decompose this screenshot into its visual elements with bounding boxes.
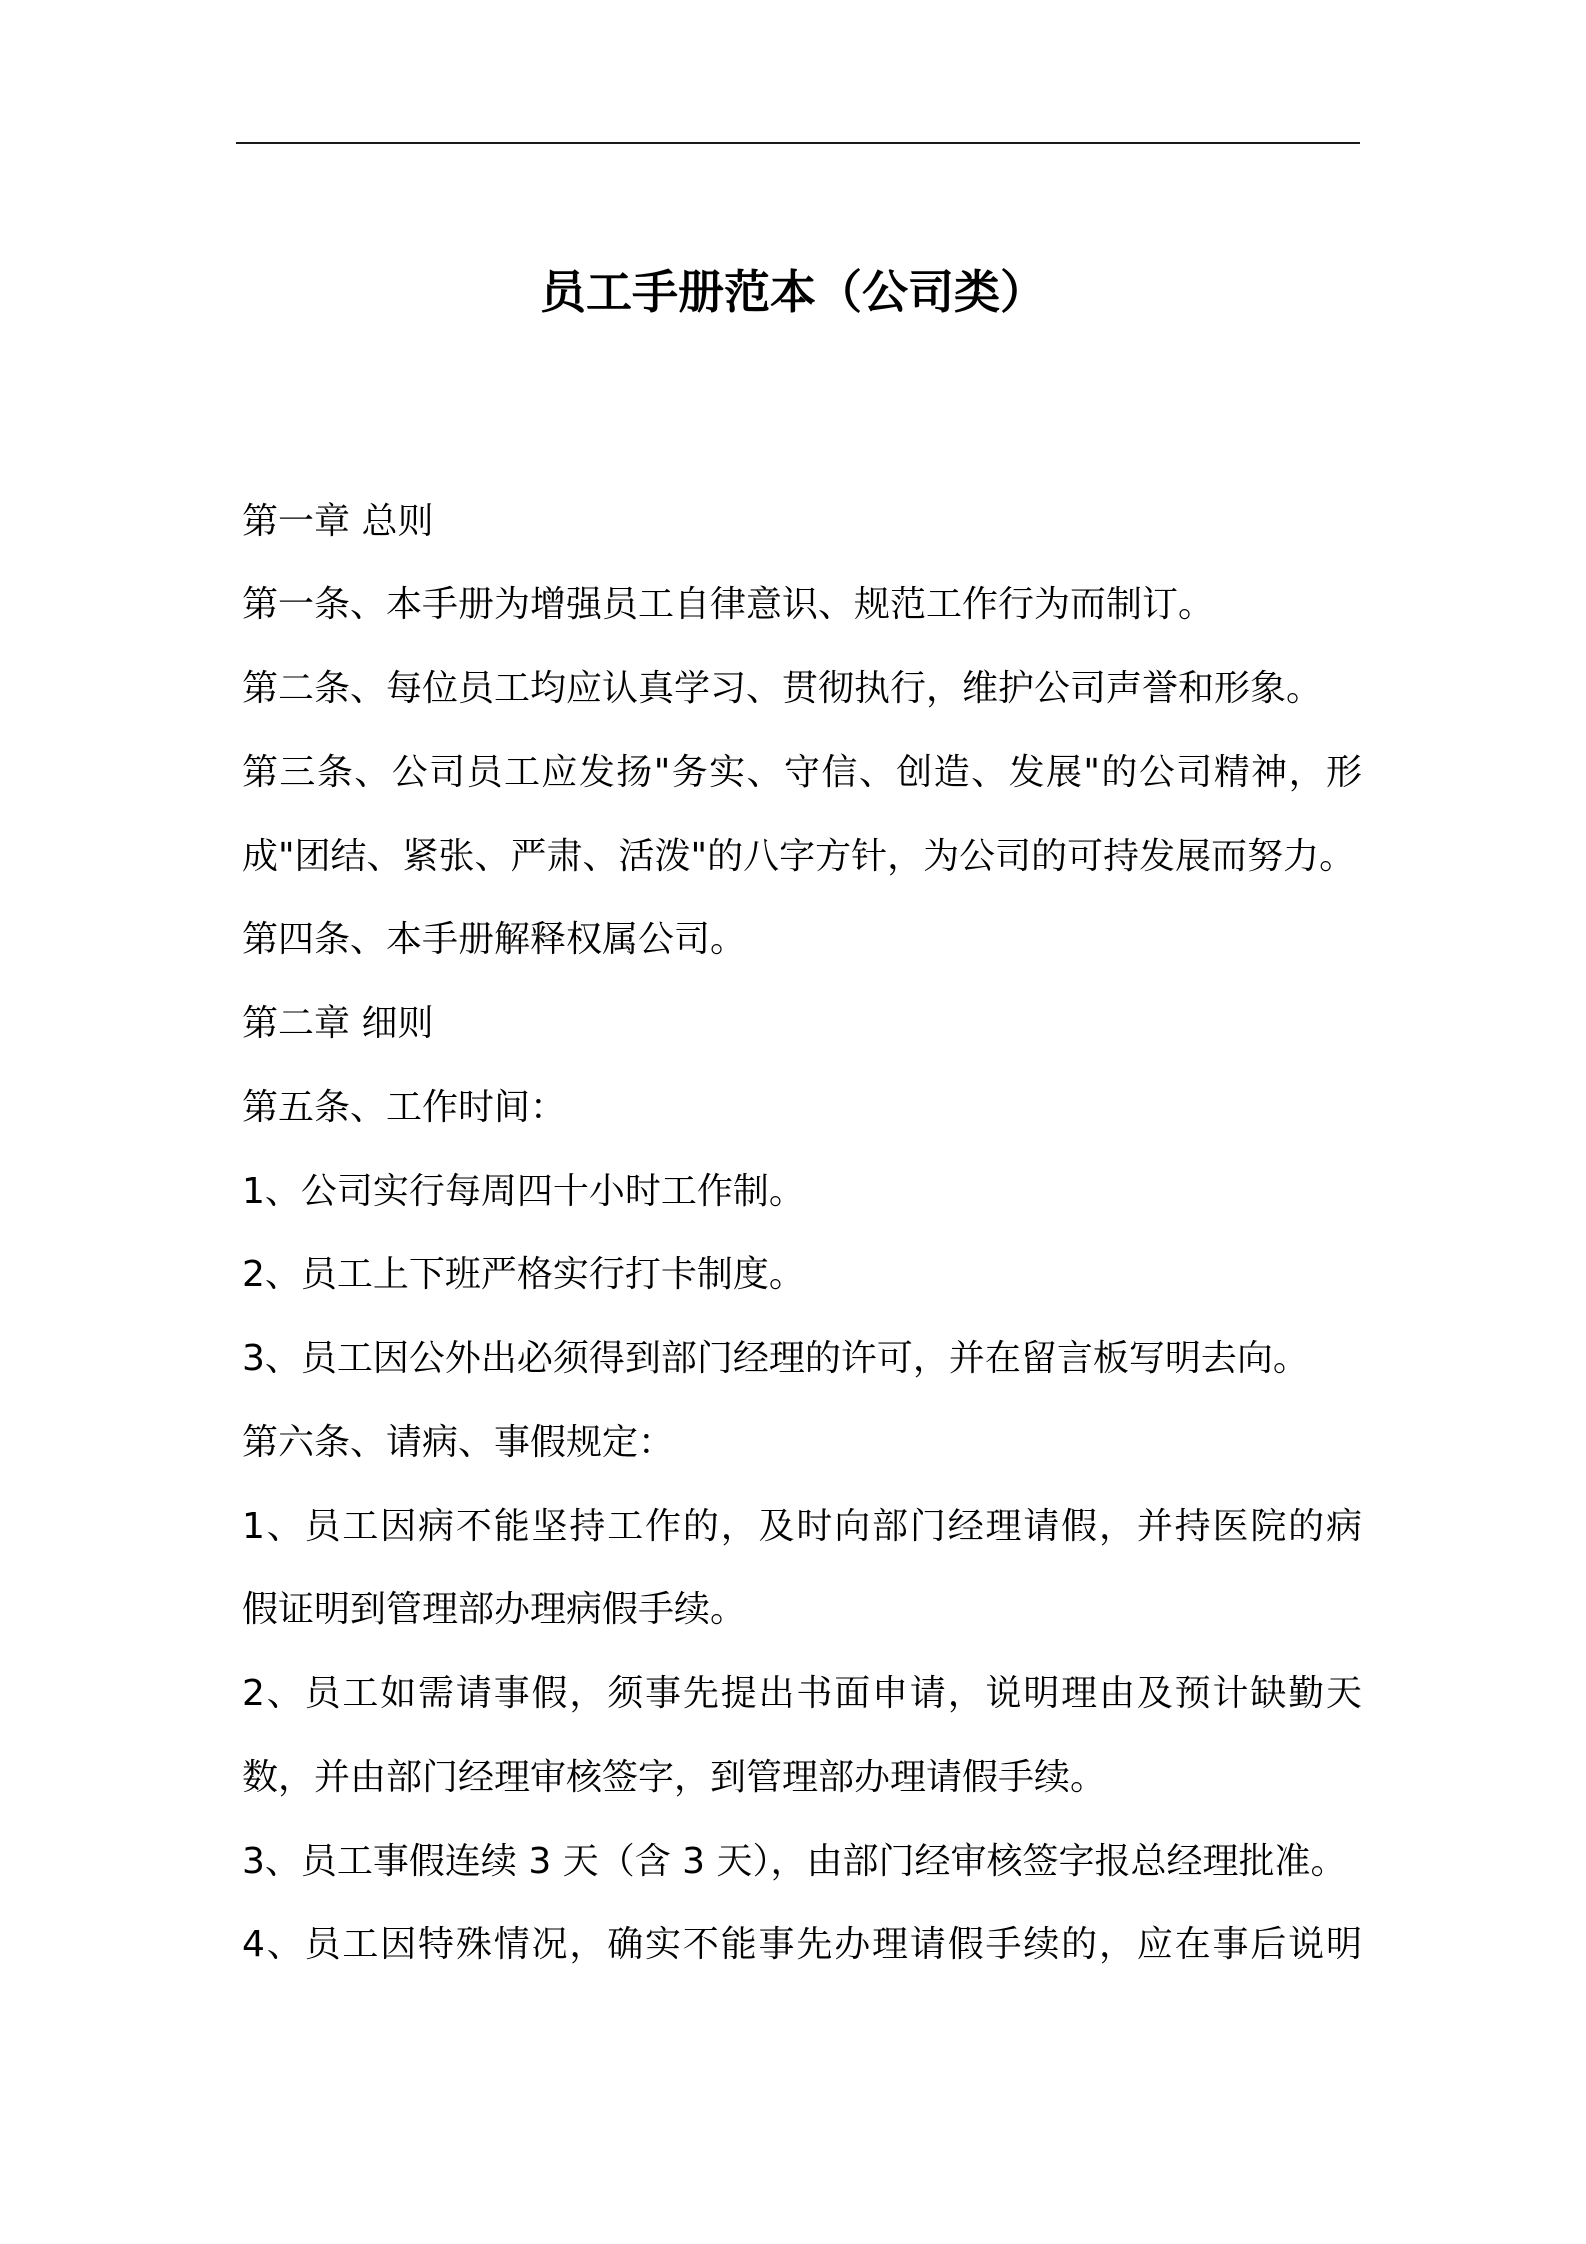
body-line: 2、员工上下班严格实行打卡制度。 [242,1254,805,1295]
body-line: 成"团结、紧张、严肃、活泼"的八字方针，为公司的可持发展而努力。 [242,836,1356,877]
chapter-heading: 第一章 总则 [242,501,434,542]
body-line: 4、员工因特殊情况，确实不能事先办理请假手续的，应在事后说明 [242,1924,1362,1965]
body-line: 第一条、本手册为增强员工自律意识、规范工作行为而制订。 [242,584,1215,625]
body-line: 2、员工如需请事假，须事先提出书面申请，说明理由及预计缺勤天 [242,1673,1362,1714]
chapter-heading: 第二章 细则 [242,1003,434,1044]
body-line: 第五条、工作时间： [242,1087,567,1128]
body-line: 假证明到管理部办理病假手续。 [242,1589,747,1630]
body-line: 3、员工因公外出必须得到部门经理的许可，并在留言板写明去向。 [242,1338,1309,1379]
body-line: 1、员工因病不能坚持工作的，及时向部门经理请假，并持医院的病 [242,1506,1362,1547]
body-line: 3、员工事假连续 3 天（含 3 天），由部门经审核签字报总经理批准。 [242,1841,1347,1882]
body-line: 数，并由部门经理审核签字，到管理部办理请假手续。 [242,1757,1107,1798]
body-line: 第二条、每位员工均应认真学习、贯彻执行，维护公司声誉和形象。 [242,668,1323,709]
body-line: 1、公司实行每周四十小时工作制。 [242,1171,805,1212]
body-line: 第四条、本手册解释权属公司。 [242,919,747,960]
header-rule [236,142,1360,144]
document-title: 员工手册范本（公司类） [540,265,1046,319]
body-line: 第六条、请病、事假规定： [242,1422,675,1463]
body-line: 第三条、公司员工应发扬"务实、守信、创造、发展"的公司精神，形 [242,752,1362,793]
